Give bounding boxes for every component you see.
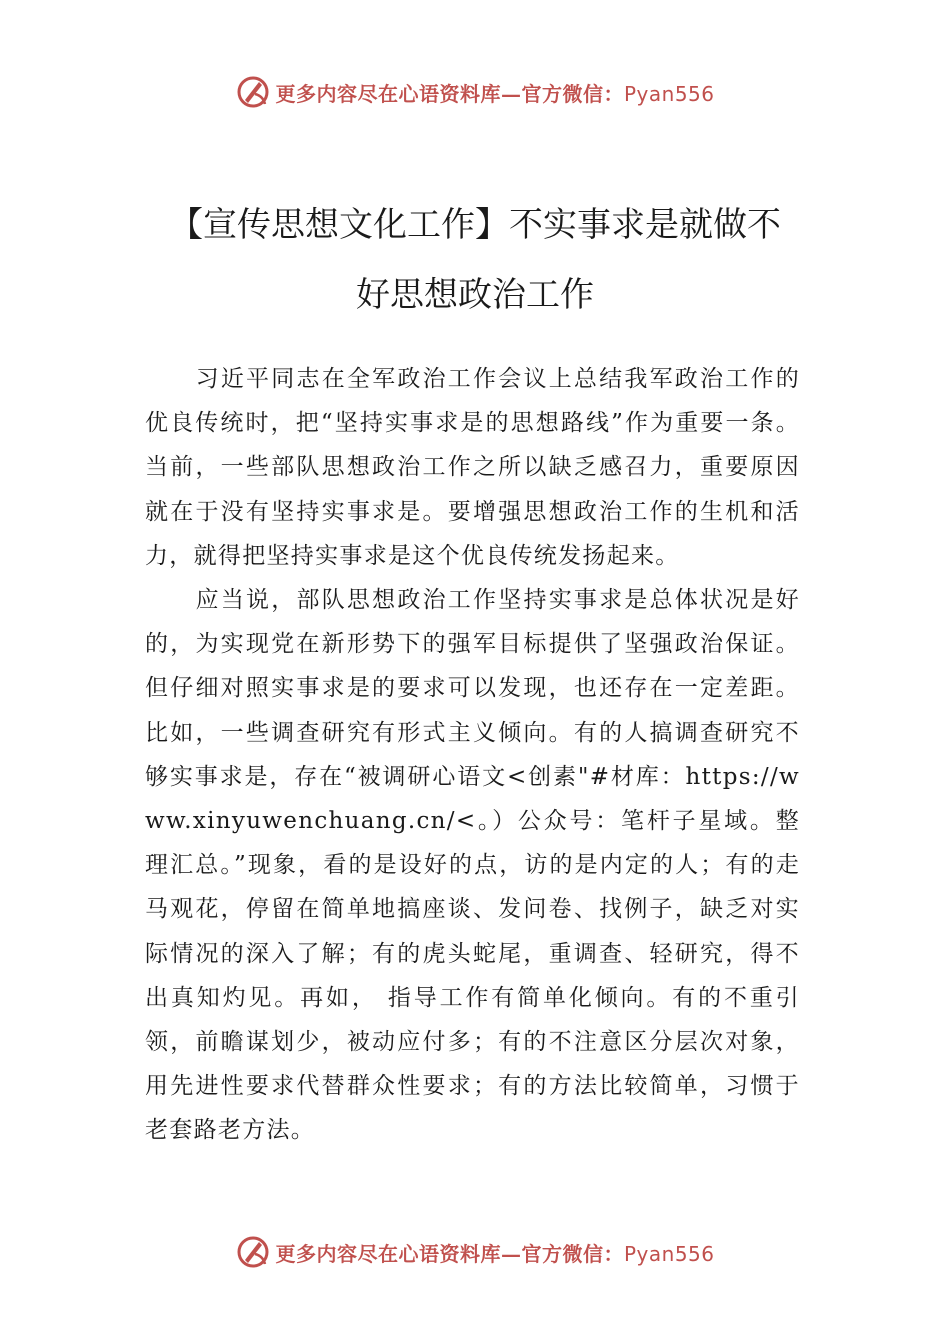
header-banner-handle: Pyan556 <box>623 81 715 106</box>
title-line-1: 【宣传思想文化工作】不实事求是就做不 <box>169 205 781 245</box>
footer-banner-label: 更多内容尽在心语资料库—官方微信： <box>275 1241 624 1266</box>
paragraph: 应当说，部队思想政治工作坚持实事求是总体状况是好的，为实现党在新形势下的强军目标提供了坚强政治保证。但仔细对照实事求是的要求可以发现，也还存在一定差距。比如，一些调查研究有形式主义倾向。有的人搞调查研究不够实事求是，存在“被调研心语文<创素"#材库：https://www.xinyuwenchuang.cn/<。）公众号：笔杆子星域。整理汇总。”现象，看的是设好的点，访的是内定的人；有的走马观花，停留在简单地搞座谈、发问卷、找例子，缺乏对实际情况的深入了解；有的虎头蛇尾，重调查、轻研究，得不出真知灼见。再如， 指导工作有简单化倾向。有的不重引领，前瞻谋划少，被动应付多；有的不注意区分层次对象，用先进性要求代替群众性要求；有的方法比较简单，习惯于老套路老方法。 <box>145 587 800 1144</box>
header-banner-label: 更多内容尽在心语资料库—官方微信： <box>275 81 624 106</box>
paragraph: 习近平同志在全军政治工作会议上总结我军政治工作的优良传统时，把“坚持实事求是的思想路线”作为重要一条。当前，一些部队思想政治工作之所以缺乏感召力，重要原因就在于没有坚持实事求是。要增强思想政治工作的生机和活力，就得把坚持实事求是这个优良传统发扬起来。 <box>145 366 800 569</box>
brand-logo-icon <box>235 1234 271 1270</box>
footer-banner-handle: Pyan556 <box>623 1241 715 1266</box>
document-body <box>145 357 800 1153</box>
header-banner-text <box>275 78 714 107</box>
header-banner <box>0 70 950 114</box>
document-title <box>140 190 810 330</box>
brand-logo-icon <box>235 74 271 110</box>
title-line-2: 好思想政治工作 <box>356 275 594 315</box>
footer-banner <box>0 1230 950 1274</box>
footer-banner-text <box>275 1238 714 1267</box>
